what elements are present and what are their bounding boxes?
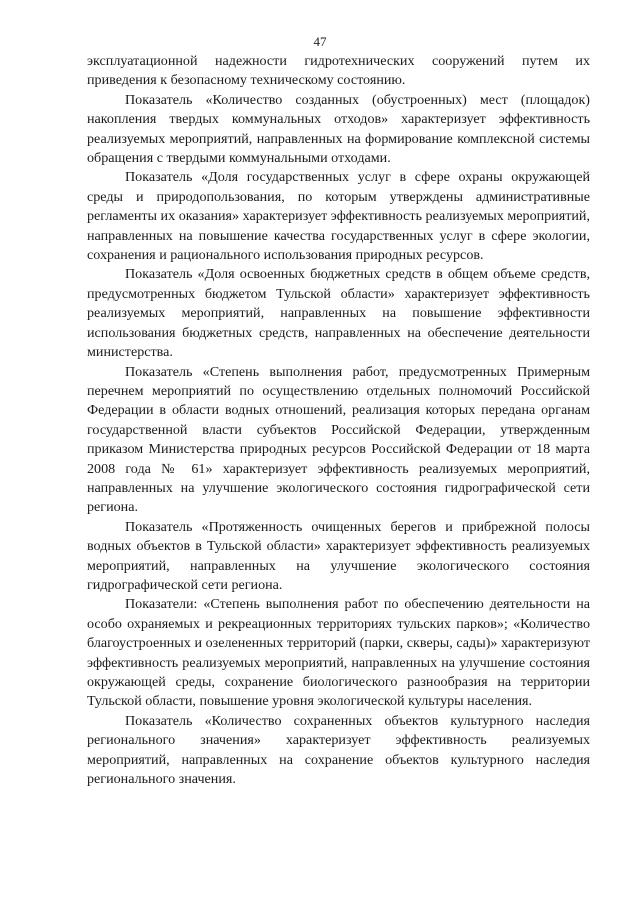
paragraph-4: Показатель «Доля освоенных бюджетных средств в общем объеме средств, предусмотренных бюджетом Тульской области» характеризует эффективность реализуемых мероприятий, направленных на повышение эффективности использования бюджетных средств, направленных на обеспечение деятельности министерства. (87, 266, 590, 361)
paragraph-6: Показатель «Протяженность очищенных берегов и прибрежной полосы водных объектов в Тульской области» характеризует эффективность реализуемых мероприятий, направленных на улучшение экологического состояния гидрографической сети региона. (87, 518, 590, 593)
paragraph-2: Показатель «Количество созданных (обустроенных) мест (площадок) накопления твердых коммунальных отходов» характеризует эффективность реализуемых мероприятий, направленных на формирование комплексной системы обращения с твердыми коммунальными отходами. (87, 91, 590, 167)
paragraph-3: Показатель «Доля государственных услуг в сфере охраны окружающей среды и природопользования, по которым утверждены административные регламенты их оказания» характеризует эффективность реализуемых мероприятий, направленных на повышение качества государственных услуг в сфере экологии, сохранения и рационального использования природных ресурсов. (87, 169, 590, 264)
page-number: 47 (313, 34, 327, 49)
document-body (87, 52, 590, 789)
paragraph-1: эксплуатационной надежности гидротехнических сооружений путем их приведения к безопасному техническому состоянию. (87, 53, 590, 89)
paragraph-7: Показатели: «Степень выполнения работ по обеспечению деятельности на особо охраняемых и рекреационных территориях тульских парков»; «Количество благоустроенных и озелененных территорий (парки, скверы, сады)» характеризуют эффективность реализуемых мероприятий, направленных на улучшение состояния окружающей среды, сохранение биологического разнообразия на территории Тульской области, повышение уровня экологической культуры населения. (87, 596, 590, 710)
paragraph-8: Показатель «Количество сохраненных объектов культурного наследия регионального значения» характеризует эффективность реализуемых мероприятий, направленных на сохранение объектов культурного наследия регионального значения. (87, 712, 590, 788)
paragraph-5: Показатель «Степень выполнения работ, предусмотренных Примерным перечнем мероприятий по осуществлению отдельных полномочий Российской Федерации в области водных отношений, реализация которых передана органам государственной власти субъектов Российской Федерации, утвержденным приказом Министерства природных ресурсов Российской Федерации от 18 марта 2008 года № 61» характеризует эффективность реализуемых мероприятий, направленных на улучшение экологического состояния гидрографической сети региона. (87, 363, 590, 516)
